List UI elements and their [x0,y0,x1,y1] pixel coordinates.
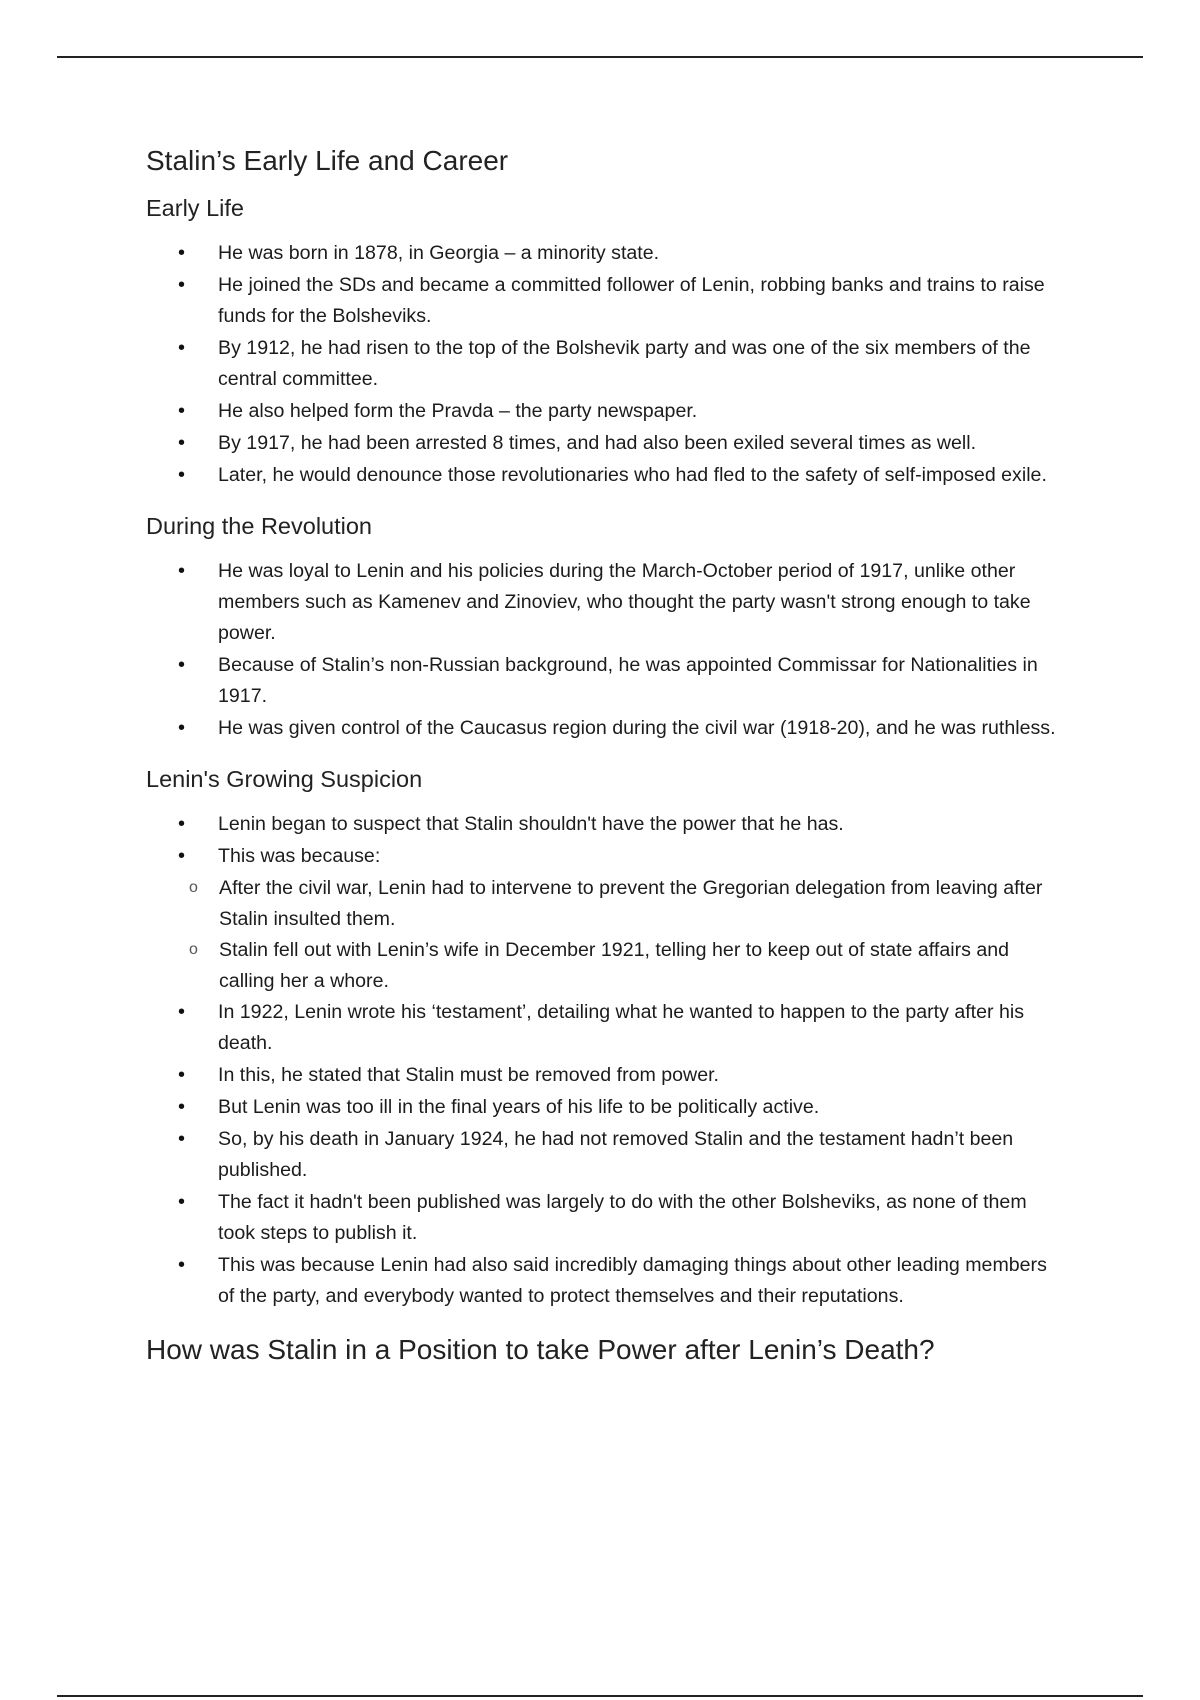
list-item: • This was because: [146,841,1066,872]
list-item: • Because of Stalin’s non-Russian background, he was appointed Commissar for Nationalities in 1917. [146,650,1066,712]
early-life-list [146,238,1066,491]
document-body [146,145,1066,1366]
sub-list [146,873,1066,997]
suspicion-list [146,809,1066,1312]
list-item: • Later, he would denounce those revolutionaries who had fled to the safety of self-imposed exile. [146,460,1066,491]
list-item: • But Lenin was too ill in the final years of his life to be politically active. [146,1092,1066,1123]
list-item: • The fact it hadn't been published was largely to do with the other Bolsheviks, as none of them took steps to publish it. [146,1187,1066,1249]
list-item: • So, by his death in January 1924, he had not removed Stalin and the testament hadn’t been published. [146,1124,1066,1186]
list-item: • By 1912, he had risen to the top of the Bolshevik party and was one of the six members of the central committee. [146,333,1066,395]
footer-rule [57,1695,1143,1697]
section-heading-suspicion: Lenin's Growing Suspicion [146,766,423,792]
page-title: Stalin’s Early Life and Career [146,145,509,176]
list-item: • By 1917, he had been arrested 8 times, and had also been exiled several times as well. [146,428,1066,459]
list-item: • This was because Lenin had also said incredibly damaging things about other leading members of the party, and everybody wanted to protect themselves and their reputations. [146,1250,1066,1312]
list-item: • In 1922, Lenin wrote his ‘testament’, detailing what he wanted to happen to the party after his death. [146,997,1066,1059]
list-item: • He was loyal to Lenin and his policies during the March-October period of 1917, unlike other members such as Kamenev and Zinoviev, who thought the party wasn't strong enough to take power. [146,556,1066,649]
sub-list-item: o After the civil war, Lenin had to intervene to prevent the Gregorian delegation from leaving after Stalin insulted them. [146,873,1066,935]
header-rule [57,56,1143,58]
section-heading-revolution: During the Revolution [146,513,372,539]
list-item: • In this, he stated that Stalin must be removed from power. [146,1060,1066,1091]
revolution-list [146,556,1066,744]
next-section-title: How was Stalin in a Position to take Power after Lenin’s Death? [146,1334,935,1365]
section-heading-early-life: Early Life [146,195,244,221]
list-item: • He also helped form the Pravda – the party newspaper. [146,396,1066,427]
sub-list-item: o Stalin fell out with Lenin’s wife in December 1921, telling her to keep out of state affairs and calling her a whore. [146,935,1066,997]
list-item: • He was given control of the Caucasus region during the civil war (1918-20), and he was ruthless. [146,713,1066,744]
list-item: • He joined the SDs and became a committed follower of Lenin, robbing banks and trains to raise funds for the Bolsheviks. [146,270,1066,332]
list-item: • He was born in 1878, in Georgia – a minority state. [146,238,1066,269]
list-item: • Lenin began to suspect that Stalin shouldn't have the power that he has. [146,809,1066,840]
